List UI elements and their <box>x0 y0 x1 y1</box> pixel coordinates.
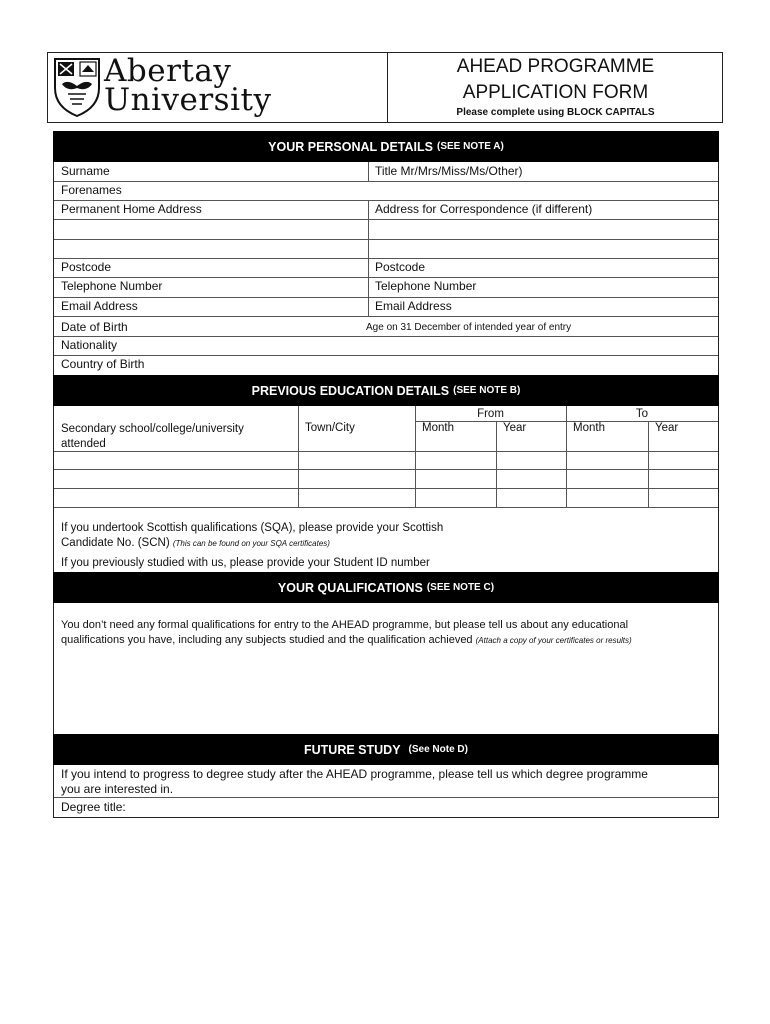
scn-label: Candidate No. (SCN) <box>61 537 170 549</box>
date-of-birth-label: Date of Birth <box>61 320 128 334</box>
column-divider <box>415 406 416 507</box>
logo-word-abertay: Abertay <box>104 53 232 89</box>
university-crest-icon <box>52 56 102 118</box>
correspondence-postcode-label: Postcode <box>375 260 426 274</box>
application-form <box>53 131 719 818</box>
column-divider <box>298 406 299 507</box>
to-month-header: Month <box>573 422 605 434</box>
future-study-note: (See Note D) <box>408 744 468 755</box>
future-study-heading: FUTURE STUDY <box>304 742 401 757</box>
row-divider <box>54 239 718 240</box>
row-divider <box>54 469 718 470</box>
row-divider <box>54 200 718 201</box>
qualifications-hint: (Attach a copy of your certificates or results) <box>475 636 632 645</box>
degree-title-label: Degree title: <box>61 800 126 814</box>
row-divider <box>54 355 718 356</box>
column-divider <box>566 406 567 507</box>
column-divider <box>368 162 369 181</box>
school-column-header: Secondary school/college/university attended <box>61 423 244 450</box>
home-email-label: Email Address <box>61 299 138 313</box>
future-study-text-line2: you are interested in. <box>61 782 174 796</box>
correspondence-email-label: Email Address <box>375 299 452 313</box>
row-divider <box>54 181 718 182</box>
correspondence-address-label: Address for Correspondence (if different) <box>375 202 593 216</box>
from-year-header: Year <box>503 422 527 434</box>
title-label: Title Mr/Mrs/Miss/Ms/Other) <box>375 164 523 178</box>
logo-word-university: University <box>104 82 272 118</box>
sqa-instruction-line2 <box>61 537 330 549</box>
column-divider <box>368 200 369 316</box>
from-column-header: From <box>477 408 504 420</box>
column-divider <box>496 421 497 507</box>
country-of-birth-label: Country of Birth <box>61 357 145 371</box>
previous-education-header <box>53 375 719 406</box>
row-divider <box>54 336 718 337</box>
future-study-text-line1: If you intend to progress to degree study after the AHEAD programme, please tell us which degree programme <box>61 767 648 781</box>
qualifications-header <box>53 572 719 603</box>
future-study-header <box>53 734 719 765</box>
row-divider <box>54 316 718 317</box>
personal-details-header <box>53 131 719 162</box>
home-telephone-label: Telephone Number <box>61 279 163 293</box>
home-address-label: Permanent Home Address <box>61 202 202 216</box>
age-label: Age on 31 December of intended year of entry <box>366 322 572 333</box>
form-title-line2: APPLICATION FORM <box>462 82 649 103</box>
forenames-label: Forenames <box>61 183 122 197</box>
row-divider <box>54 797 718 798</box>
qualifications-text-line2 <box>61 634 632 646</box>
previous-education-note: (SEE NOTE B) <box>453 385 521 396</box>
row-divider <box>54 488 718 489</box>
qualifications-text-line1: You don’t need any formal qualifications for entry to the AHEAD programme, but please tell us about any educational <box>61 619 629 631</box>
personal-details-note: (SEE NOTE A) <box>436 141 504 152</box>
qualifications-note: (SEE NOTE C) <box>426 582 495 593</box>
town-column-header: Town/City <box>305 422 355 434</box>
row-divider <box>54 219 718 220</box>
correspondence-telephone-label: Telephone Number <box>375 279 477 293</box>
row-divider <box>54 507 718 508</box>
home-postcode-label: Postcode <box>61 260 112 274</box>
qualifications-text: qualifications you have, including any subjects studied and the qualification achieved <box>61 634 473 646</box>
row-divider <box>54 277 718 278</box>
to-year-header: Year <box>655 422 679 434</box>
column-divider <box>648 421 649 507</box>
personal-details-heading: YOUR PERSONAL DETAILS <box>268 139 433 154</box>
previous-education-heading: PREVIOUS EDUCATION DETAILS <box>251 383 450 398</box>
from-month-header: Month <box>422 422 454 434</box>
qualifications-heading: YOUR QUALIFICATIONS <box>277 580 423 595</box>
to-column-header: To <box>635 408 649 420</box>
row-divider <box>54 297 718 298</box>
sqa-instruction-line1: If you undertook Scottish qualifications (SQA), please provide your Scottish <box>61 522 444 534</box>
scn-hint: (This can be found on your SQA certificates) <box>172 539 330 548</box>
student-id-instruction: If you previously studied with us, please provide your Student ID number <box>61 557 430 569</box>
form-title-line1: AHEAD PROGRAMME <box>456 56 655 77</box>
nationality-label: Nationality <box>61 338 118 352</box>
form-subtitle: Please complete using BLOCK CAPITALS <box>456 107 655 118</box>
surname-label: Surname <box>61 164 110 178</box>
row-divider <box>54 258 718 259</box>
